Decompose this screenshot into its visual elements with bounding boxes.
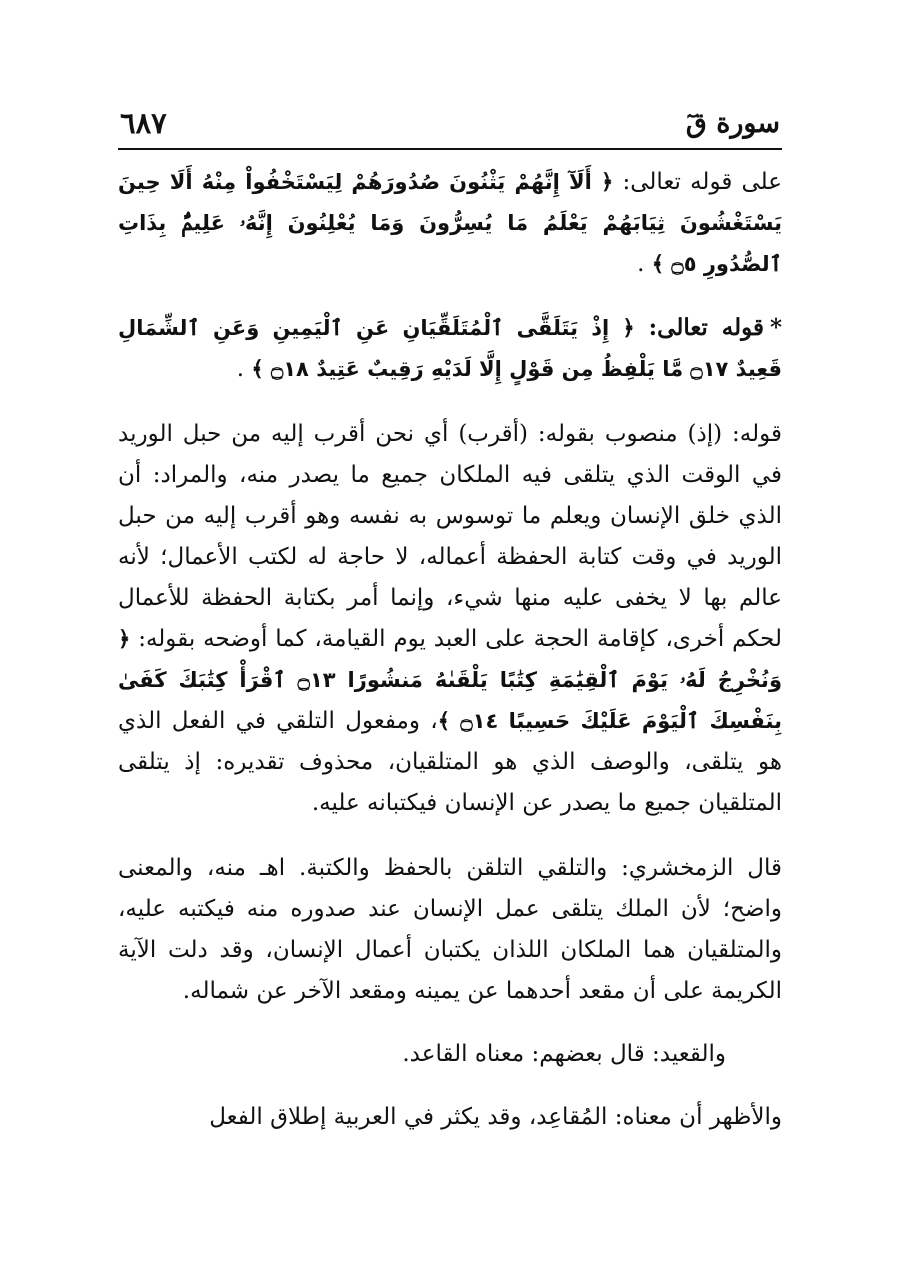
quran-quote-qaf: ﴿ إِذْ يَتَلَقَّى ٱلْمُتَلَقِّيَانِ عَنِ ٱلْيَمِينِ وَعَنِ ٱلشِّمَالِ قَعِيدٌ ۝١٧ مَّا يَلْفِظُ مِن قَوْلٍ إِلَّا لَدَيْهِ رَقِيبٌ عَتِيدٌ ۝١٨ ﴾ [118, 316, 782, 381]
commentary-paragraph-2: قال الزمخشري: والتلقي التلقن بالحفظ والكتبة. اهـ منه، والمعنى واضح؛ لأن الملك يتلقى عمل الإنسان عند صدوره منه فيكتبه عليه، والمتلقيان هما الملكان اللذان يكتبان أعمال الإنسان، وقد دلت الآية الكريمة على أن مقعد أحدهما عن يمينه ومقعد الآخر عن شماله. [118, 855, 782, 1004]
commentary-paragraph-3: والقعيد: قال بعضهم: معناه القاعد. [402, 1041, 726, 1067]
verse-heading [118, 307, 782, 390]
intro-paragraph [118, 162, 782, 285]
quran-quote-isra: ﴿ وَنُخْرِجُ لَهُۥ يَوْمَ ٱلْقِيَٰمَةِ كِتَٰبًا يَلْقَىٰهُ مَنشُورًا ۝١٣ ٱقْرَأْ كِتَٰبَكَ كَفَىٰ بِنَفْسِكَ ٱلْيَوْمَ عَلَيْكَ حَسِيبًا ۝١٤ ﴾ [118, 627, 783, 733]
intro-lead: على قوله تعالى: [613, 169, 782, 195]
book-page [118, 100, 782, 1138]
verse-heading-label: قوله تعالى: [634, 314, 764, 341]
commentary-paragraph-1 [118, 414, 782, 824]
intro-tail: . [637, 251, 652, 277]
quran-quote-hud: ﴿ أَلَآ إِنَّهُمْ يَثْنُونَ صُدُورَهُمْ لِيَسْتَخْفُواْ مِنْهُ أَلَا حِينَ يَسْتَغْشُونَ ثِيَابَهُمْ يَعْلَمُ مَا يُسِرُّونَ وَمَا يُعْلِنُونَ إِنَّهُۥ عَلِيمٌۢ بِذَاتِ ٱلصُّدُورِ ۝٥ ﴾ [118, 170, 782, 276]
page-header [118, 100, 782, 150]
commentary-1-part-2: ، ومفعول التلقي في الفعل الذي هو يتلقى، والوصف الذي هو المتلقيان، محذوف تقديره: إذ يتلقى المتلقيان جميع ما يصدر عن الإنسان فيكتبانه عليه. [118, 708, 782, 816]
surah-title: سورة قٓ [685, 108, 780, 139]
page-number: ٦٨٧ [120, 106, 167, 140]
commentary-paragraph-4: والأظهر أن معناه: المُقاعِد، وقد يكثر في العربية إطلاق الفعل [209, 1104, 782, 1130]
star-icon: * [769, 314, 782, 341]
commentary-1-part-1: قوله: (إذ) منصوب بقوله: (أقرب) أي نحن أقرب إليه من حبل الوريد في الوقت الذي يتلقى فيه الملكان جميع ما يصدر منه، والمراد: أن الذي خلق الإنسان ويعلم ما توسوس به نفسه وهو أقرب إليه من حبل الوريد في وقت كتابة الحفظة أعماله، لا حاجة له لكتب الأعمال؛ لأنه عالم بها لا يخفى عليه منها شيء، وإنما أمر بكتابة الحفظة للأعمال لحكم أخرى، كإقامة الحجة على العبد يوم القيامة، كما أوضحه بقوله: [118, 421, 782, 652]
verse-heading-tail: . [236, 356, 252, 382]
